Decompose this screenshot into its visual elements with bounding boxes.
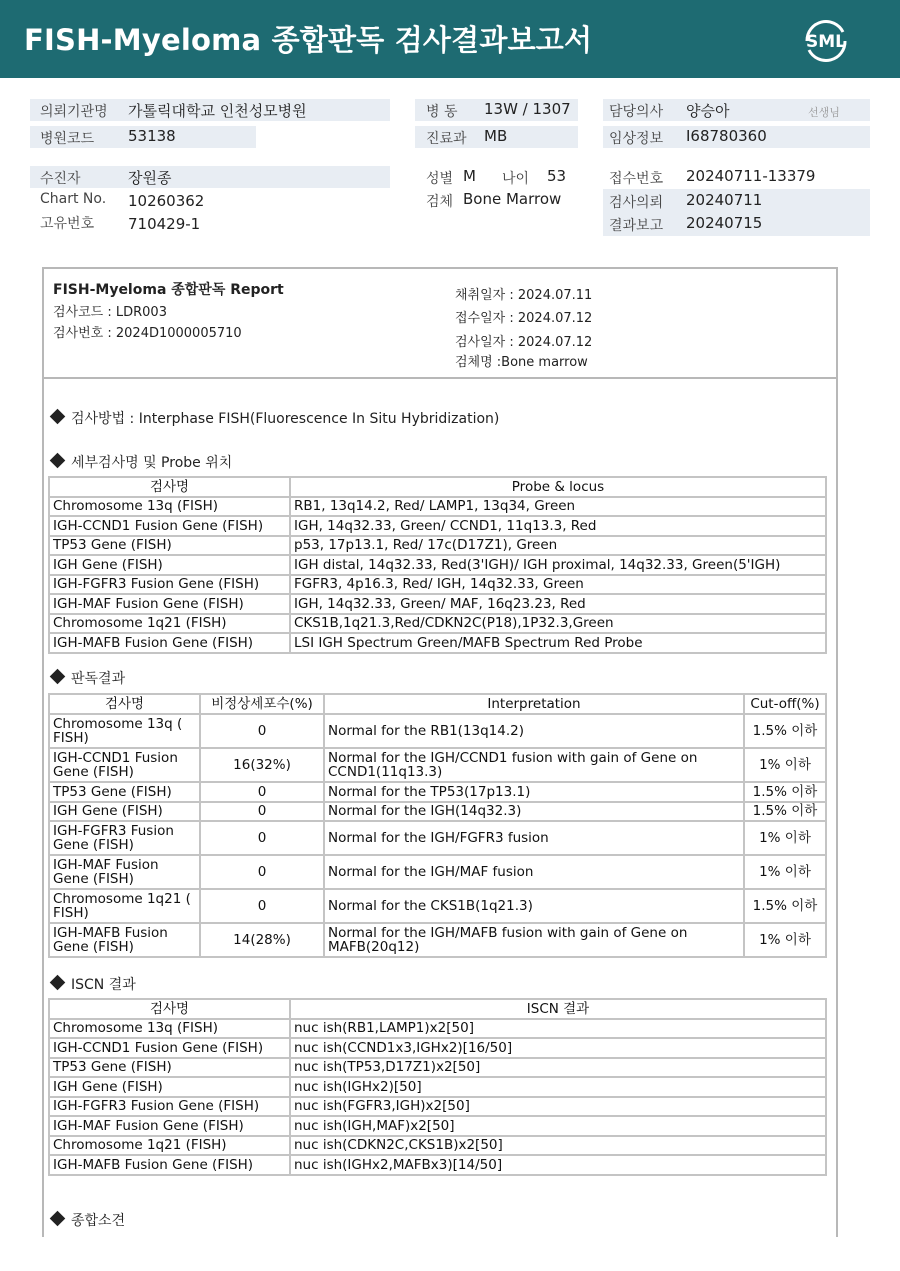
dept-value: MB bbox=[484, 127, 508, 145]
table-cell: nuc ish(CCND1x3,IGHx2)[16/50] bbox=[290, 1038, 826, 1058]
chart-label: Chart No. bbox=[40, 191, 107, 207]
table-row bbox=[49, 1136, 826, 1156]
col-header-name: 검사명 bbox=[49, 999, 290, 1019]
receive-date: 접수일자 : 2024.07.12 bbox=[455, 311, 593, 326]
sex-value: M bbox=[463, 167, 476, 185]
table-cell: IGH-CCND1 Fusion Gene (FISH) bbox=[49, 748, 200, 782]
result-heading-text: 판독결과 bbox=[71, 671, 126, 687]
logo-text: SML bbox=[806, 32, 846, 52]
table-cell: Chromosome 1q21 (FISH) bbox=[49, 614, 290, 634]
table-cell: TP53 Gene (FISH) bbox=[49, 536, 290, 556]
table-cell: 0 bbox=[200, 889, 324, 923]
col-header-abnormal: 비정상세포수(%) bbox=[200, 694, 324, 714]
test-date: 검사일자 : 2024.07.12 bbox=[455, 335, 593, 350]
table-row bbox=[49, 1019, 826, 1039]
test-code: 검사코드 : LDR003 bbox=[53, 305, 167, 320]
method-line bbox=[50, 408, 499, 428]
iscn-table bbox=[48, 998, 827, 1176]
hospital-code-value: 53138 bbox=[128, 127, 176, 145]
table-cell: IGH Gene (FISH) bbox=[49, 802, 200, 822]
chart-value: 10260362 bbox=[128, 192, 205, 210]
collect-date: 채취일자 : 2024.07.11 bbox=[455, 288, 593, 303]
patient-label: 수진자 bbox=[40, 171, 81, 187]
bullet-diamond-icon bbox=[50, 669, 66, 685]
result-table bbox=[48, 693, 827, 958]
table-cell: IGH-MAFB Fusion Gene (FISH) bbox=[49, 633, 290, 653]
table-cell: 1.5% 이하 bbox=[744, 714, 826, 748]
table-cell: Chromosome 13q (FISH) bbox=[49, 1019, 290, 1039]
institution-label: 의뢰기관명 bbox=[40, 104, 108, 120]
summary-heading-text: 종합소견 bbox=[71, 1213, 126, 1229]
clinical-label: 임상정보 bbox=[609, 131, 664, 147]
table-row bbox=[49, 575, 826, 595]
table-cell: Normal for the TP53(17p13.1) bbox=[324, 782, 744, 802]
result-value: 20240715 bbox=[686, 214, 763, 232]
report-subtitle: FISH-Myeloma 종합판독 Report bbox=[53, 282, 284, 298]
receipt-label: 접수번호 bbox=[609, 171, 664, 187]
table-cell: IGH-FGFR3 Fusion Gene (FISH) bbox=[49, 575, 290, 595]
table-cell: IGH, 14q32.33, Green/ MAF, 16q23.23, Red bbox=[290, 594, 826, 614]
table-cell: TP53 Gene (FISH) bbox=[49, 782, 200, 802]
specimen-value: Bone Marrow bbox=[463, 190, 562, 208]
table-row bbox=[49, 855, 826, 889]
table-row bbox=[49, 497, 826, 517]
report-header-bar bbox=[0, 0, 900, 78]
specimen-name: 검체명 :Bone marrow bbox=[455, 355, 588, 370]
specimen-label: 검체 bbox=[426, 194, 454, 210]
table-cell: IGH-FGFR3 Fusion Gene (FISH) bbox=[49, 821, 200, 855]
result-label: 결과보고 bbox=[609, 218, 664, 234]
table-row bbox=[49, 821, 826, 855]
table-cell: IGH-CCND1 Fusion Gene (FISH) bbox=[49, 516, 290, 536]
table-cell: IGH-MAF Fusion Gene (FISH) bbox=[49, 1116, 290, 1136]
iscn-heading-text: ISCN 결과 bbox=[71, 977, 136, 993]
table-row bbox=[49, 1038, 826, 1058]
bullet-diamond-icon bbox=[50, 1211, 66, 1227]
table-cell: Chromosome 1q21 (FISH) bbox=[49, 1136, 290, 1156]
table-row bbox=[49, 1116, 826, 1136]
table-row bbox=[49, 802, 826, 822]
table-cell: IGH-MAFB Fusion Gene (FISH) bbox=[49, 1155, 290, 1175]
table-row bbox=[49, 614, 826, 634]
table-row bbox=[49, 714, 826, 748]
table-row bbox=[49, 889, 826, 923]
table-cell: 1% 이하 bbox=[744, 748, 826, 782]
id-value: 710429-1 bbox=[128, 215, 201, 233]
table-cell: nuc ish(FGFR3,IGH)x2[50] bbox=[290, 1097, 826, 1117]
col-header-name: 검사명 bbox=[49, 477, 290, 497]
table-cell: Normal for the IGH/FGFR3 fusion bbox=[324, 821, 744, 855]
table-cell: 1.5% 이하 bbox=[744, 782, 826, 802]
table-row bbox=[49, 1058, 826, 1078]
table-row bbox=[49, 536, 826, 556]
table-cell: IGH-CCND1 Fusion Gene (FISH) bbox=[49, 1038, 290, 1058]
table-cell: 0 bbox=[200, 802, 324, 822]
report-header-divider bbox=[44, 377, 836, 379]
report-title: FISH-Myeloma 종합판독 검사결과보고서 bbox=[24, 23, 593, 57]
table-cell: IGH-MAF Fusion Gene (FISH) bbox=[49, 855, 200, 889]
age-label: 나이 bbox=[502, 171, 530, 187]
table-cell: Normal for the IGH/MAFB fusion with gain of Gene on MAFB(20q12) bbox=[324, 923, 744, 957]
col-header-iscn: ISCN 결과 bbox=[290, 999, 826, 1019]
method-text: 검사방법 : Interphase FISH(Fluorescence In Situ Hybridization) bbox=[71, 411, 500, 427]
ward-label: 병 동 bbox=[426, 104, 458, 120]
patient-value: 장원종 bbox=[128, 169, 172, 187]
table-cell: nuc ish(IGHx2)[50] bbox=[290, 1077, 826, 1097]
col-header-name: 검사명 bbox=[49, 694, 200, 714]
table-row bbox=[49, 923, 826, 957]
table-cell: RB1, 13q14.2, Red/ LAMP1, 13q34, Green bbox=[290, 497, 826, 517]
table-cell: IGH, 14q32.33, Green/ CCND1, 11q13.3, Red bbox=[290, 516, 826, 536]
table-cell: 0 bbox=[200, 855, 324, 889]
bullet-diamond-icon bbox=[50, 409, 66, 425]
table-header-row bbox=[49, 477, 826, 497]
table-row bbox=[49, 633, 826, 653]
table-cell: IGH Gene (FISH) bbox=[49, 555, 290, 575]
table-cell: Normal for the IGH/CCND1 fusion with gain of Gene on CCND1(11q13.3) bbox=[324, 748, 744, 782]
institution-value: 가톨릭대학교 인천성모병원 bbox=[128, 102, 307, 120]
table-cell: nuc ish(IGH,MAF)x2[50] bbox=[290, 1116, 826, 1136]
bullet-diamond-icon bbox=[50, 453, 66, 469]
table-cell: FGFR3, 4p16.3, Red/ IGH, 14q32.33, Green bbox=[290, 575, 826, 595]
table-cell: IGH-MAF Fusion Gene (FISH) bbox=[49, 594, 290, 614]
doctor-value: 양승아 bbox=[686, 102, 730, 120]
band-patient bbox=[30, 166, 390, 188]
table-cell: nuc ish(IGHx2,MAFBx3)[14/50] bbox=[290, 1155, 826, 1175]
doctor-suffix: 선생님 bbox=[808, 106, 840, 119]
ward-value: 13W / 1307 bbox=[484, 100, 571, 118]
table-cell: 1.5% 이하 bbox=[744, 802, 826, 822]
hospital-code-label: 병원코드 bbox=[40, 131, 95, 147]
col-header-probe: Probe & locus bbox=[290, 477, 826, 497]
table-row bbox=[49, 1155, 826, 1175]
request-label: 검사의뢰 bbox=[609, 195, 664, 211]
age-value: 53 bbox=[547, 167, 567, 185]
table-cell: p53, 17p13.1, Red/ 17c(D17Z1), Green bbox=[290, 536, 826, 556]
table-header-row bbox=[49, 999, 826, 1019]
table-cell: nuc ish(CDKN2C,CKS1B)x2[50] bbox=[290, 1136, 826, 1156]
probe-heading-text: 세부검사명 및 Probe 위치 bbox=[71, 455, 233, 471]
table-cell: Chromosome 13q ( FISH) bbox=[49, 714, 200, 748]
probe-table bbox=[48, 476, 827, 654]
table-cell: 14(28%) bbox=[200, 923, 324, 957]
probe-heading bbox=[50, 452, 232, 472]
table-cell: Normal for the IGH(14q32.3) bbox=[324, 802, 744, 822]
table-cell: LSI IGH Spectrum Green/MAFB Spectrum Red Probe bbox=[290, 633, 826, 653]
table-cell: 1.5% 이하 bbox=[744, 889, 826, 923]
sex-label: 성별 bbox=[426, 171, 454, 187]
table-cell: Chromosome 1q21 ( FISH) bbox=[49, 889, 200, 923]
doctor-label: 담당의사 bbox=[609, 104, 664, 120]
sml-logo bbox=[799, 14, 853, 68]
table-cell: 0 bbox=[200, 821, 324, 855]
table-cell: Normal for the RB1(13q14.2) bbox=[324, 714, 744, 748]
table-header-row bbox=[49, 694, 826, 714]
table-row bbox=[49, 1097, 826, 1117]
table-cell: CKS1B,1q21.3,Red/CDKN2C(P18),1P32.3,Green bbox=[290, 614, 826, 634]
table-cell: IGH-FGFR3 Fusion Gene (FISH) bbox=[49, 1097, 290, 1117]
table-cell: 1% 이하 bbox=[744, 821, 826, 855]
result-heading bbox=[50, 668, 125, 688]
table-cell: nuc ish(RB1,LAMP1)x2[50] bbox=[290, 1019, 826, 1039]
table-cell: 16(32%) bbox=[200, 748, 324, 782]
table-cell: nuc ish(TP53,D17Z1)x2[50] bbox=[290, 1058, 826, 1078]
dept-label: 진료과 bbox=[426, 131, 467, 147]
table-cell: 1% 이하 bbox=[744, 855, 826, 889]
table-cell: 0 bbox=[200, 714, 324, 748]
iscn-heading bbox=[50, 974, 136, 994]
summary-heading bbox=[50, 1210, 125, 1230]
table-row bbox=[49, 782, 826, 802]
table-row bbox=[49, 748, 826, 782]
table-cell: Normal for the IGH/MAF fusion bbox=[324, 855, 744, 889]
receipt-value: 20240711-13379 bbox=[686, 167, 816, 185]
clinical-value: I68780360 bbox=[686, 127, 767, 145]
table-cell: 1% 이하 bbox=[744, 923, 826, 957]
col-header-cutoff: Cut-off(%) bbox=[744, 694, 826, 714]
test-number: 검사번호 : 2024D1000005710 bbox=[53, 326, 242, 341]
table-row bbox=[49, 516, 826, 536]
table-cell: IGH-MAFB Fusion Gene (FISH) bbox=[49, 923, 200, 957]
id-label: 고유번호 bbox=[40, 216, 95, 232]
bullet-diamond-icon bbox=[50, 975, 66, 991]
request-value: 20240711 bbox=[686, 191, 763, 209]
table-row bbox=[49, 594, 826, 614]
table-cell: Chromosome 13q (FISH) bbox=[49, 497, 290, 517]
table-cell: IGH Gene (FISH) bbox=[49, 1077, 290, 1097]
col-header-interpretation: Interpretation bbox=[324, 694, 744, 714]
table-row bbox=[49, 1077, 826, 1097]
table-cell: 0 bbox=[200, 782, 324, 802]
table-row bbox=[49, 555, 826, 575]
table-cell: TP53 Gene (FISH) bbox=[49, 1058, 290, 1078]
table-cell: Normal for the CKS1B(1q21.3) bbox=[324, 889, 744, 923]
table-cell: IGH distal, 14q32.33, Red(3'IGH)/ IGH proximal, 14q32.33, Green(5'IGH) bbox=[290, 555, 826, 575]
